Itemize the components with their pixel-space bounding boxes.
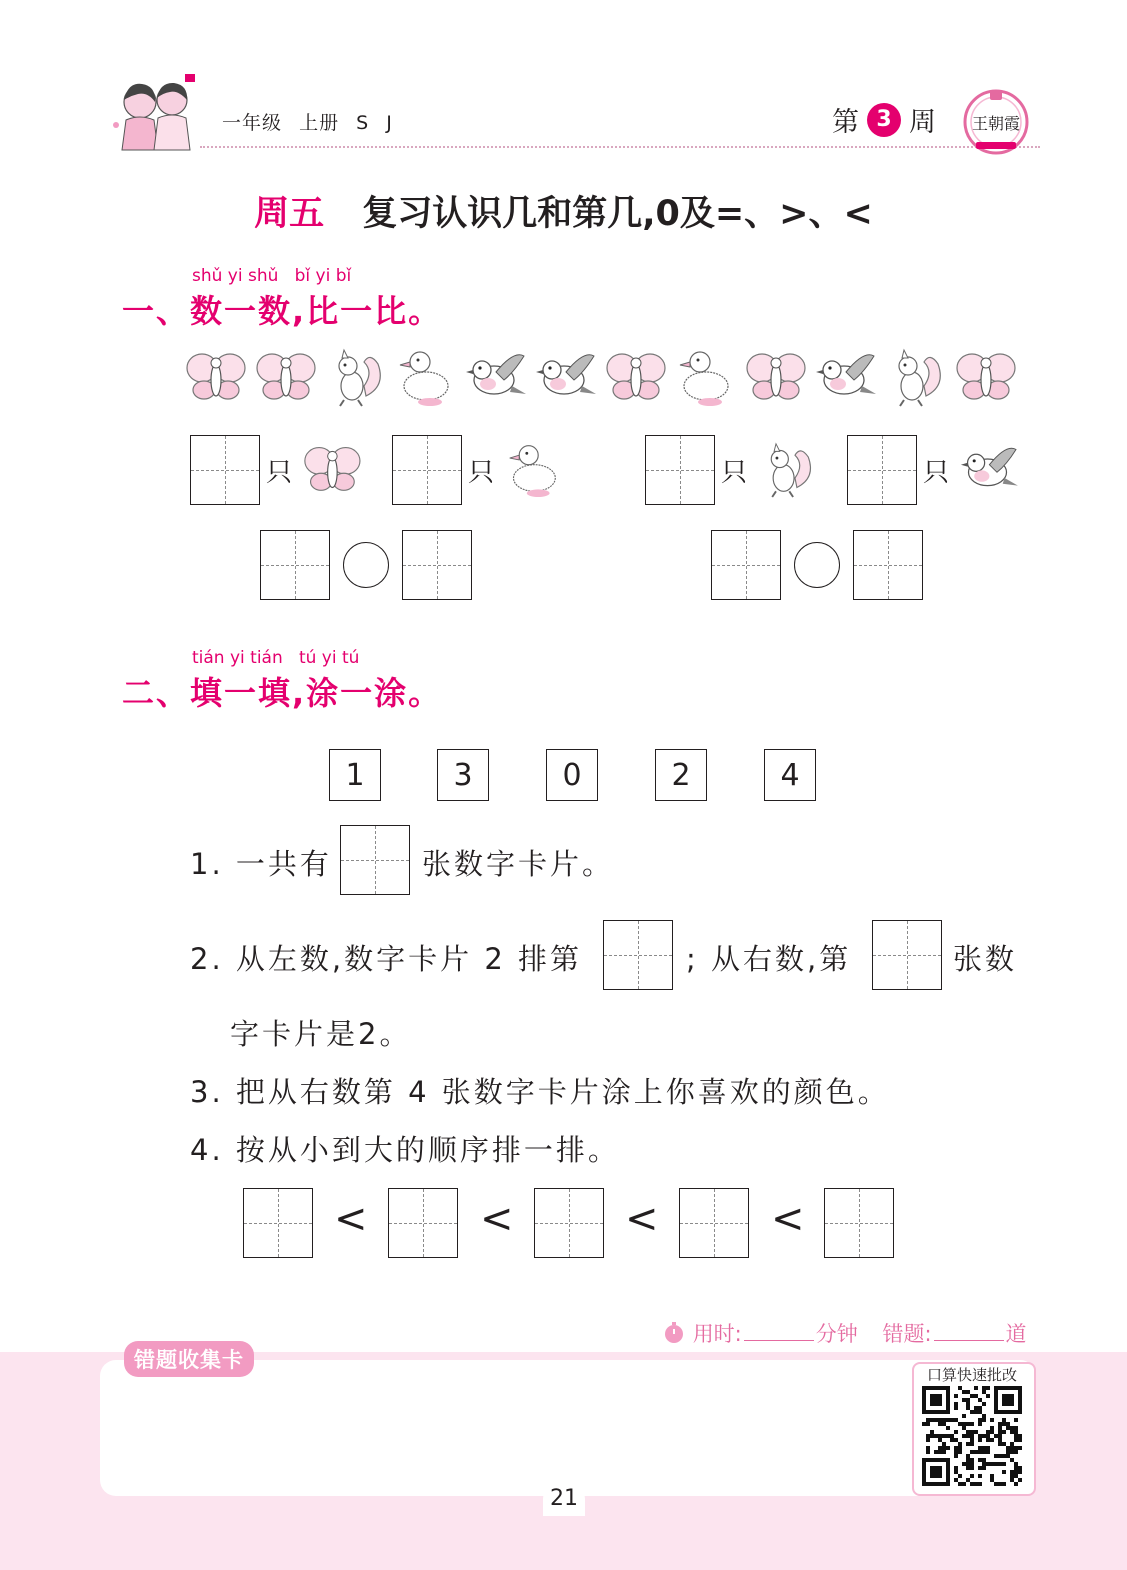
page-title xyxy=(0,186,1127,236)
brand-seal-logo xyxy=(962,88,1030,156)
grade-label: 一年级 xyxy=(222,112,283,134)
squirrel-icon xyxy=(757,440,821,500)
butterfly-icon xyxy=(747,354,805,399)
header-divider xyxy=(200,146,1040,148)
compare-circle-2[interactable] xyxy=(794,542,840,588)
errors-unit: 道 xyxy=(1005,1322,1027,1346)
section2-pinyin: tián yi tián tú yi tú xyxy=(192,648,360,668)
unit-label: 只 xyxy=(923,458,950,488)
order-box-5[interactable] xyxy=(824,1188,894,1258)
count-box-butterfly[interactable] xyxy=(190,435,260,505)
squirrel-icon xyxy=(339,350,380,406)
compare-circle-1[interactable] xyxy=(343,542,389,588)
butterfly-icon xyxy=(607,354,665,399)
butterfly-icon xyxy=(187,354,245,399)
count-box-bird[interactable] xyxy=(847,435,917,505)
grade-info xyxy=(222,108,408,135)
week-indicator xyxy=(832,100,936,139)
butterfly-icon xyxy=(302,440,366,500)
section1-heading xyxy=(122,266,442,332)
duck-icon xyxy=(400,352,448,406)
compare-box-left-1[interactable] xyxy=(260,530,330,600)
order-box-4[interactable] xyxy=(679,1188,749,1258)
bird-icon xyxy=(536,355,596,394)
bird-icon xyxy=(816,355,876,394)
volume-label: 上册 xyxy=(299,112,340,134)
answer-box-left-position[interactable] xyxy=(603,920,673,990)
bird-icon xyxy=(959,440,1023,500)
bird-icon xyxy=(961,448,1018,485)
qr-label: 口算快速批改 xyxy=(926,1366,1017,1384)
butterfly-icon xyxy=(257,354,315,399)
page-number: 21 xyxy=(543,1482,585,1516)
question-1-a: 1. 一共有 xyxy=(190,847,332,881)
title-topic: 复习认识几和第几,0及=、>、< xyxy=(362,194,873,234)
minutes-label: 分钟 xyxy=(815,1322,858,1346)
time-blank[interactable] xyxy=(744,1340,814,1341)
compare-box-left-2[interactable] xyxy=(711,530,781,600)
animal-row xyxy=(184,344,1024,416)
errors-blank[interactable] xyxy=(934,1340,1004,1341)
mistake-card-label: 错题收集卡 xyxy=(124,1341,254,1377)
week-prefix: 第 xyxy=(832,107,859,138)
errors-label: 错题: xyxy=(882,1322,932,1346)
order-box-3[interactable] xyxy=(534,1188,604,1258)
unit-label: 只 xyxy=(266,458,293,488)
duck-icon xyxy=(504,440,568,500)
squirrel-icon xyxy=(899,350,940,406)
question-2-b: ; 从右数,第 xyxy=(686,942,852,976)
answer-box-total[interactable] xyxy=(340,825,410,895)
title-day: 周五 xyxy=(254,194,325,234)
duck-icon xyxy=(680,352,728,406)
section2-heading xyxy=(122,648,442,714)
unit-label: 只 xyxy=(468,458,495,488)
qr-code-icon[interactable] xyxy=(922,1386,1022,1486)
less-than-sign: < xyxy=(334,1196,368,1242)
number-card[interactable]: 0 xyxy=(546,749,598,801)
question-4: 4. 按从小到大的顺序排一排。 xyxy=(190,1133,620,1167)
edition-label: S J xyxy=(356,112,398,134)
week-suffix: 周 xyxy=(909,107,936,138)
less-than-sign: < xyxy=(771,1196,805,1242)
unit-label: 只 xyxy=(721,458,748,488)
number-card[interactable]: 1 xyxy=(329,749,381,801)
bird-icon xyxy=(466,355,526,394)
svg-text:王朝霞: 王朝霞 xyxy=(971,114,1021,133)
question-3: 3. 把从右数第 4 张数字卡片涂上你喜欢的颜色。 xyxy=(190,1075,890,1109)
question-2-c: 张数 xyxy=(953,942,1018,976)
less-than-sign: < xyxy=(625,1196,659,1242)
stopwatch-icon xyxy=(662,1321,686,1345)
section2-title: 二、填一填,涂一涂。 xyxy=(122,674,443,712)
week-number-badge: 3 xyxy=(867,103,901,137)
duck-icon xyxy=(510,446,556,497)
question-2-a: 2. 从左数,数字卡片 2 排第 xyxy=(190,942,582,976)
less-than-sign: < xyxy=(480,1196,514,1242)
butterfly-icon xyxy=(305,448,360,491)
number-card[interactable]: 2 xyxy=(655,749,707,801)
order-box-2[interactable] xyxy=(388,1188,458,1258)
answer-box-right-position[interactable] xyxy=(872,920,942,990)
kids-illustration xyxy=(108,70,203,155)
time-label: 用时: xyxy=(692,1322,742,1346)
squirrel-icon xyxy=(771,444,810,497)
section1-title: 一、数一数,比一比。 xyxy=(122,292,443,330)
time-record-bar xyxy=(662,1318,1027,1348)
number-card[interactable]: 3 xyxy=(437,749,489,801)
compare-box-right-2[interactable] xyxy=(853,530,923,600)
order-box-1[interactable] xyxy=(243,1188,313,1258)
count-box-duck[interactable] xyxy=(392,435,462,505)
compare-box-right-1[interactable] xyxy=(402,530,472,600)
count-box-squirrel[interactable] xyxy=(645,435,715,505)
butterfly-icon xyxy=(957,354,1015,399)
question-2-d: 字卡片是2。 xyxy=(230,1017,412,1051)
number-card[interactable]: 4 xyxy=(764,749,816,801)
section1-pinyin: shǔ yi shǔ bǐ yi bǐ xyxy=(192,266,352,286)
mistake-card-area[interactable] xyxy=(100,1360,1036,1496)
question-1-b: 张数字卡片。 xyxy=(422,847,615,881)
